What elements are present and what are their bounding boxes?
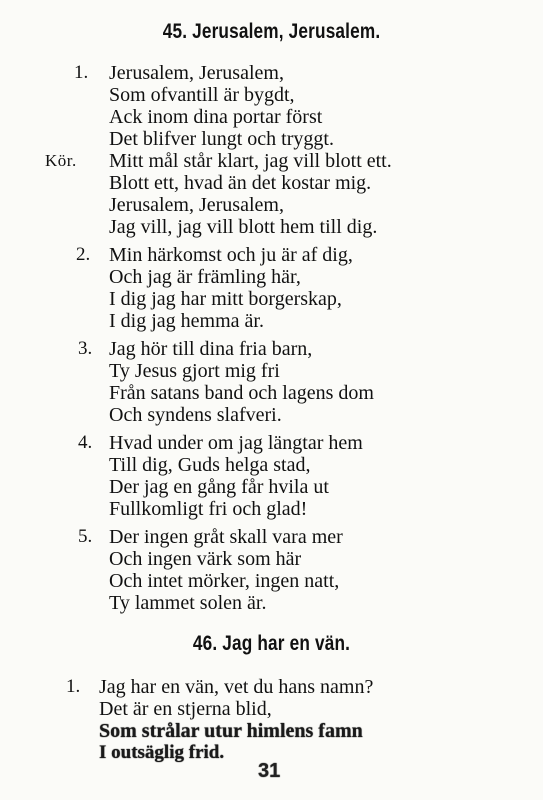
verse-line: Hvad under om jag längtar hem	[109, 432, 363, 454]
chorus-label: Kör.	[45, 151, 77, 170]
verse-line: Der jag en gång får hvila ut	[109, 476, 329, 498]
verse-line: I dig jag har mitt borgerskap,	[109, 288, 342, 310]
verse-line: Det blifver lungt och tryggt.	[109, 128, 334, 150]
verse-line: Jerusalem, Jerusalem,	[109, 194, 284, 216]
stanza-number: 4.	[78, 432, 93, 453]
stanza-number: 1.	[66, 676, 81, 697]
verse-line: Och jag är främling här,	[109, 266, 301, 288]
verse-line: Och ingen värk som här	[109, 548, 302, 570]
stanza-number: 1.	[74, 62, 89, 83]
verse-line: Blott ett, hvad än det kostar mig.	[109, 172, 372, 194]
verse-line: Mitt mål står klart, jag vill blott ett.	[109, 150, 392, 172]
verse-line: Jag hör till dina fria barn,	[109, 338, 313, 360]
stanza-number: 5.	[78, 526, 93, 547]
verse-line: Jag har en vän, vet du hans namn?	[99, 676, 374, 698]
verse-line: Jag vill, jag vill blott hem till dig.	[109, 216, 378, 238]
verse-line: Fullkomligt fri och glad!	[109, 498, 308, 520]
hymn-46-title: 46. Jag har en vän.	[192, 632, 351, 655]
verse-line: Och syndens slafveri.	[109, 404, 282, 426]
verse-line: Der ingen gråt skall vara mer	[109, 526, 343, 548]
verse-line: Min härkomst och ju är af dig,	[109, 244, 353, 266]
verse-line: Ty Jesus gjort mig fri	[109, 360, 280, 382]
stanza-number: 3.	[78, 338, 93, 359]
verse-line: Jerusalem, Jerusalem,	[109, 62, 284, 84]
verse-line: Som strålar utur himlens famn	[99, 720, 363, 742]
verse-line: Ack inom dina portar först	[109, 106, 323, 128]
verse-line: Och intet mörker, ingen natt,	[109, 570, 340, 592]
verse-line: I dig jag hemma är.	[109, 310, 264, 332]
verse-line: Som ofvantill är bygdt,	[109, 84, 295, 106]
verse-line: Det är en stjerna blid,	[99, 698, 272, 720]
stanza-number: 2.	[76, 244, 91, 265]
verse-line: Från satans band och lagens dom	[109, 382, 374, 404]
hymn-45-title: 45. Jerusalem, Jerusalem.	[162, 20, 381, 43]
verse-line: Ty lammet solen är.	[109, 592, 267, 614]
page-number: 31	[258, 760, 281, 782]
verse-line: I outsäglig frid.	[99, 742, 225, 763]
verse-line: Till dig, Guds helga stad,	[109, 454, 311, 476]
